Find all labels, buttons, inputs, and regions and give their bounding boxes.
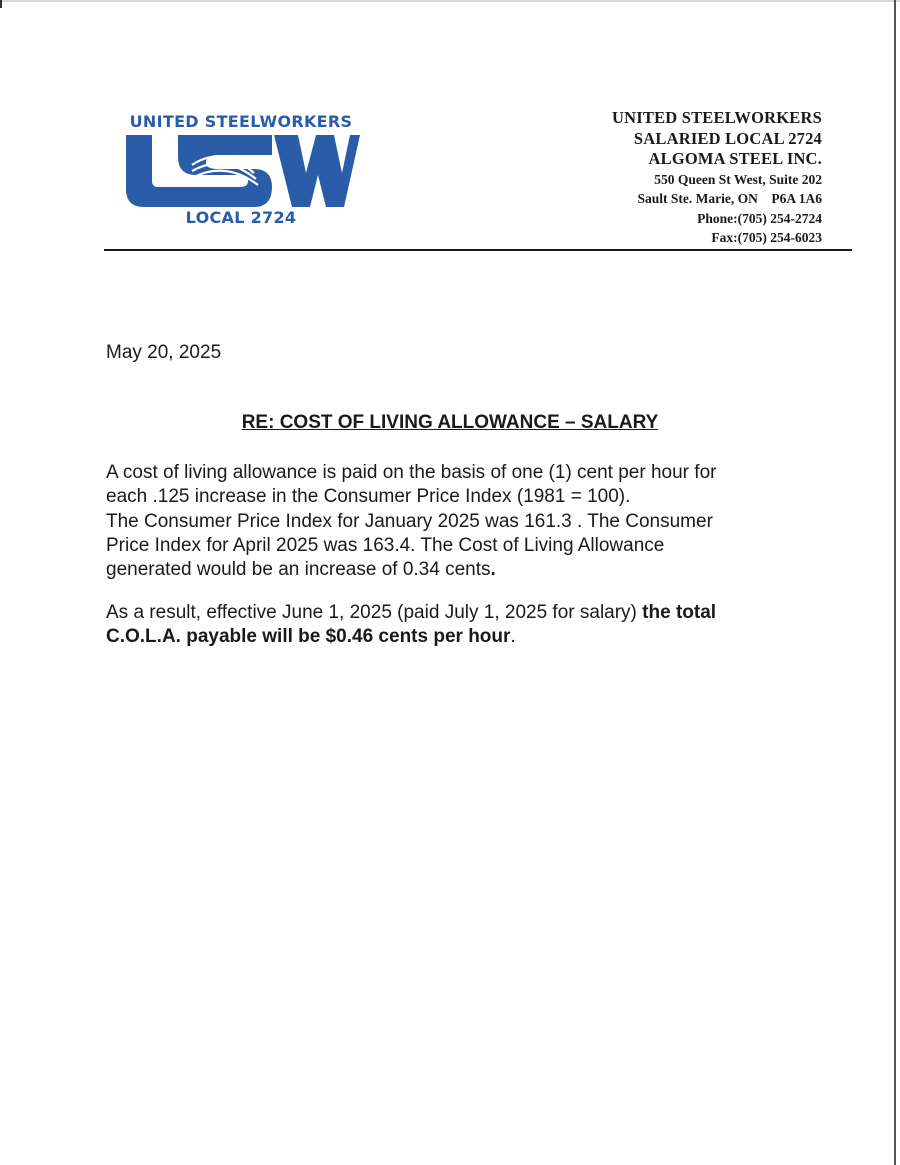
paragraph-2-intro: As a result, effective June 1, 2025 (paid July 1, 2025 for salary) <box>106 602 643 623</box>
usw-logo-mark <box>122 135 360 207</box>
letter-date: May 20, 2025 <box>106 342 222 363</box>
letterhead-city: Sault Ste. Marie, ON P6A 1A6 <box>637 191 822 206</box>
letterhead-address <box>612 108 822 248</box>
paragraph-1 <box>106 461 806 582</box>
paragraph-1-line: The Consumer Price Index for January 2025 was 161.3 . The Consumer <box>106 510 713 532</box>
logo-letter-w <box>274 135 360 207</box>
letter-subject: RE: COST OF LIVING ALLOWANCE – SALARY <box>241 412 659 433</box>
usw-logo <box>118 108 364 230</box>
paragraph-1-end: . <box>490 559 496 581</box>
paragraph-1-text: generated would be an increase of 0.34 cents <box>106 559 491 581</box>
paragraph-2-end: . <box>510 626 516 648</box>
scan-edge-top <box>0 0 900 2</box>
logo-bottom-text: LOCAL 2724 <box>185 208 297 227</box>
paragraph-1-line: A cost of living allowance is paid on the basis of one (1) cent per hour for <box>106 462 717 483</box>
paragraph-1-line: each .125 increase in the Consumer Price Index (1981 = 100). <box>106 486 631 508</box>
letterhead-line1: UNITED STEELWORKERS <box>612 108 822 127</box>
logo-top-text: UNITED STEELWORKERS <box>129 112 353 131</box>
paragraph-2 <box>106 601 806 650</box>
letterhead-line3: ALGOMA STEEL INC. <box>648 149 822 168</box>
letterhead-fax: Fax:(705) 254-6023 <box>711 230 822 245</box>
scan-mark <box>0 0 2 8</box>
scan-edge-right <box>894 0 896 1165</box>
paragraph-2-bold-1: the total <box>642 602 717 623</box>
paragraph-2-bold-2: C.O.L.A. payable will be $0.46 cents per hour <box>106 626 511 648</box>
paragraph-1-line <box>106 558 806 582</box>
paragraph-1-line: Price Index for April 2025 was 163.4. The Cost of Living Allowance <box>106 534 665 556</box>
letterhead-rule <box>104 249 852 251</box>
letterhead-street: 550 Queen St West, Suite 202 <box>654 171 822 187</box>
letterhead-line2: SALARIED LOCAL 2724 <box>633 128 822 148</box>
letterhead-phone: Phone:(705) 254-2724 <box>697 210 822 226</box>
